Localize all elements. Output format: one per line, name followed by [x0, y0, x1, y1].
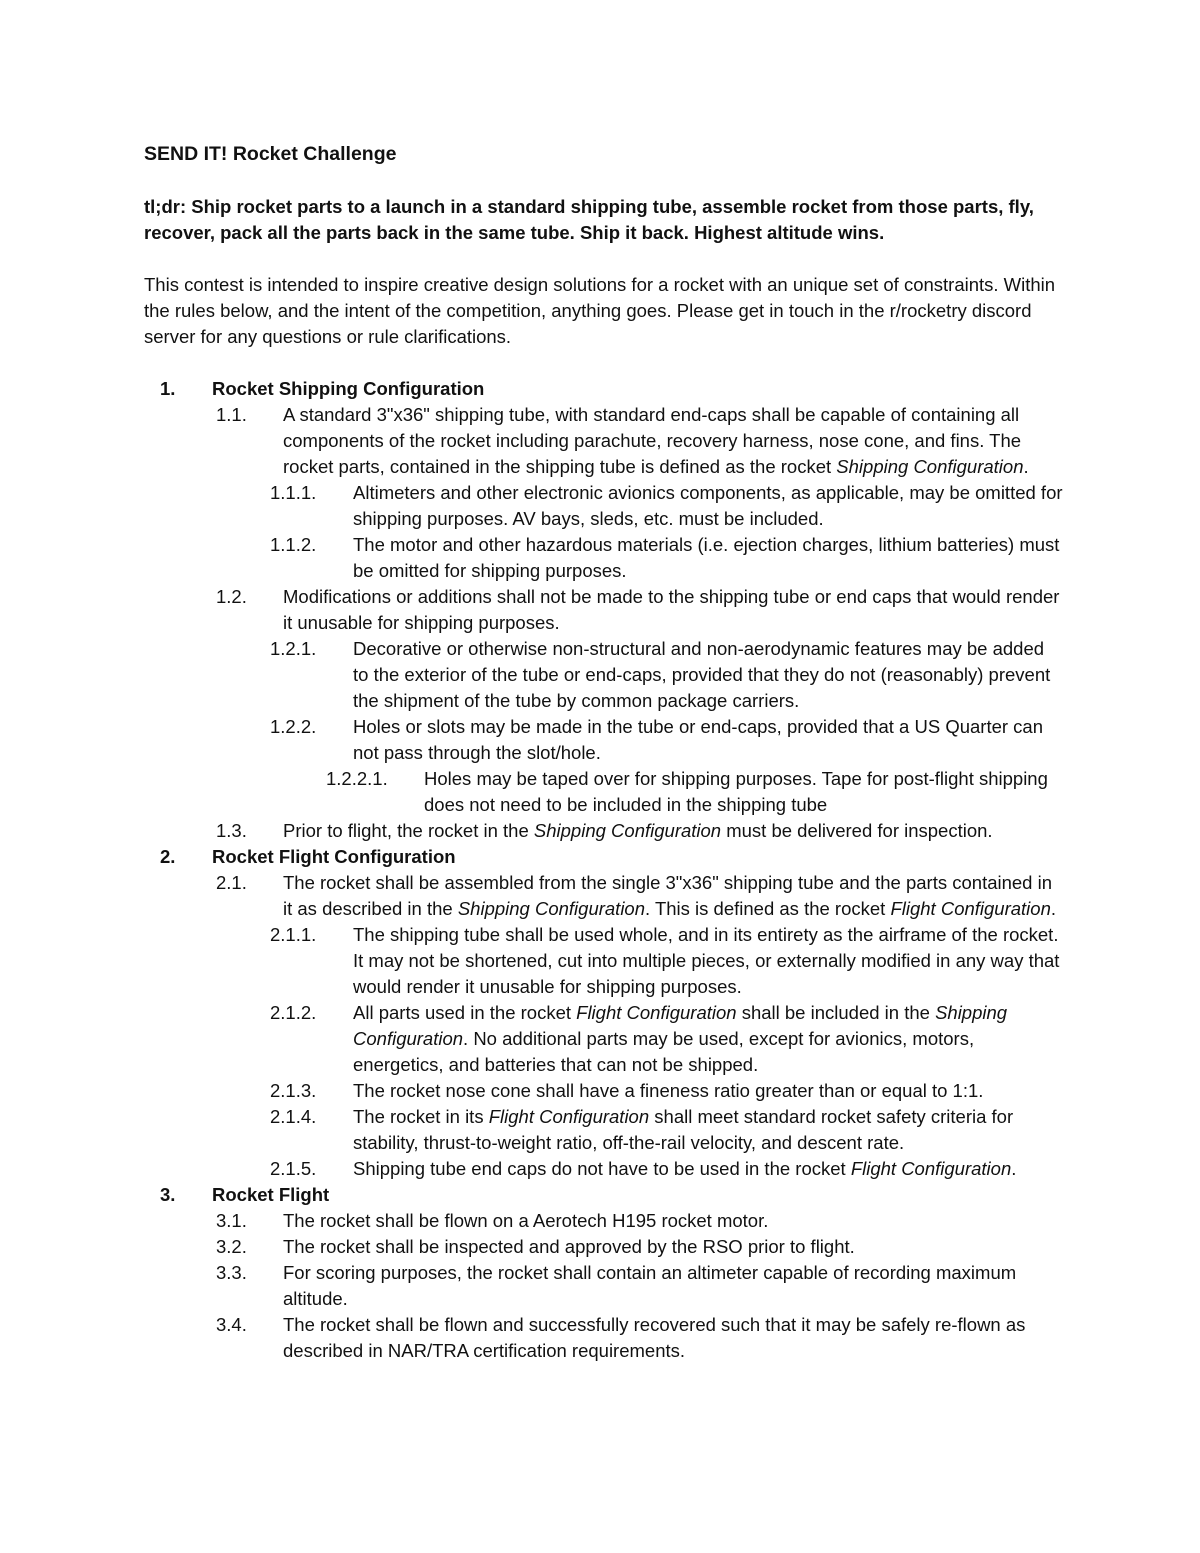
rule-text: shall be included in the: [736, 1002, 936, 1023]
rule-term: Shipping Configuration: [533, 820, 722, 841]
section-title: Rocket Flight: [212, 1184, 330, 1205]
rule-text: Prior to flight, the rocket in the: [283, 820, 534, 841]
rule-text: The shipping tube shall be used whole, and in its entirety as the airframe of the rocket. It may not be shortened, cut into multiple pieces, or externally modified in any way that would render it unusable for shipping purposes.: [353, 924, 1060, 997]
section-title: Rocket Flight Configuration: [212, 846, 456, 867]
rule-text: The rocket shall be flown and successfully recovered such that it may be safely re-flown as described in NAR/TRA certification requirements.: [283, 1314, 1026, 1361]
rule-item: [144, 818, 1064, 844]
rule-text: .: [1011, 1158, 1017, 1179]
section-number: 1.: [160, 378, 176, 399]
rule-text: . No additional parts may be used, except for avionics, motors, energetics, and batteries that can not be shipped.: [353, 1028, 975, 1075]
rule-text: shall meet standard rocket safety criteria for stability, thrust-to-weight ratio, off-the-rail velocity, and descent rate.: [353, 1106, 1014, 1153]
tldr-summary: tl;dr: Ship rocket parts to a launch in a standard shipping tube, assemble rocket from those parts, fly, recover, pack all the parts back in the same tube. Ship it back. Highest altitude wins.: [144, 196, 1034, 243]
rule-text: Shipping tube end caps do not have to be used in the rocket: [353, 1158, 851, 1179]
rule-text: For scoring purposes, the rocket shall contain an altimeter capable of recording maximum altitude.: [283, 1262, 1017, 1309]
rule-number: 2.1.4.: [270, 1106, 317, 1127]
rule-term: Flight Configuration: [850, 1158, 1012, 1179]
rule-number: 1.3.: [216, 820, 247, 841]
rule-number: 3.2.: [216, 1236, 247, 1257]
rule-term: Shipping Configuration: [836, 456, 1024, 477]
rule-text: The rocket nose cone shall have a fineness ratio greater than or equal to 1:1.: [353, 1080, 984, 1101]
document-title: SEND IT! Rocket Challenge: [144, 143, 397, 165]
rule-number: 3.4.: [216, 1314, 247, 1335]
rule-text: The rocket shall be assembled from the single 3"x36" shipping tube and the parts contained in it as described in the: [283, 872, 1053, 919]
rule-number: 1.2.1.: [270, 638, 317, 659]
document-body: [144, 141, 1064, 1364]
rule-item: [144, 714, 1064, 766]
rule-item: [144, 1208, 1064, 1234]
rule-number: 1.2.2.1.: [326, 768, 388, 789]
intro-paragraph: This contest is intended to inspire creative design solutions for a rocket with an unique set of constraints. Within the rules below, and the intent of the competition, anything goes. Please get in touch in the r/rocketry discord server for any questions or rule clarifications.: [144, 274, 1056, 347]
rule-number: 3.3.: [216, 1262, 247, 1283]
section-number: 2.: [160, 846, 176, 867]
rule-item: [144, 1000, 1064, 1078]
rule-item: [144, 922, 1064, 1000]
rule-number: 3.1.: [216, 1210, 247, 1231]
rule-item: [144, 1104, 1064, 1156]
rule-text: A standard 3"x36" shipping tube, with standard end-caps shall be capable of containing all components of the rocket including parachute, recovery harness, nose cone, and fins. The rocket parts, contained in the shipping tube is defined as the rocket: [283, 404, 1022, 477]
rule-text: The motor and other hazardous materials (i.e. ejection charges, lithium batteries) must be omitted for shipping purposes.: [353, 534, 1060, 581]
rule-text: The rocket shall be flown on a Aerotech H195 rocket motor.: [283, 1210, 769, 1231]
rule-number: 1.2.2.: [270, 716, 317, 737]
rule-item: [144, 1078, 1064, 1104]
rule-item: [144, 1156, 1064, 1182]
rule-item: [144, 636, 1064, 714]
rule-text: All parts used in the rocket: [353, 1002, 577, 1023]
rule-number: 2.1.1.: [270, 924, 317, 945]
rule-number: 2.1.: [216, 872, 247, 893]
rule-text: Holes or slots may be made in the tube or end-caps, provided that a US Quarter can not pass through the slot/hole.: [353, 716, 1044, 763]
rule-item: [144, 1312, 1064, 1364]
rule-text: Decorative or otherwise non-structural and non-aerodynamic features may be added to the exterior of the tube or end-caps, provided that they do not (reasonably) prevent the shipment of the tube by common package carriers.: [353, 638, 1051, 711]
section-number: 3.: [160, 1184, 176, 1205]
rule-number: 1.1.: [216, 404, 247, 425]
rule-term: Shipping Configuration: [353, 1002, 1008, 1049]
rule-number: 1.1.2.: [270, 534, 317, 555]
section-heading: [144, 376, 1064, 402]
rule-number: 2.1.2.: [270, 1002, 317, 1023]
rule-term: Flight Configuration: [890, 898, 1051, 919]
rule-term: Flight Configuration: [488, 1106, 650, 1127]
section-heading: [144, 844, 1064, 870]
rule-number: 2.1.3.: [270, 1080, 317, 1101]
rule-item: [144, 480, 1064, 532]
section-title: Rocket Shipping Configuration: [212, 378, 485, 399]
rule-text: .: [1050, 898, 1057, 919]
rule-term: Shipping Configuration: [457, 898, 646, 919]
rule-text: Modifications or additions shall not be made to the shipping tube or end caps that would render it unusable for shipping purposes.: [283, 586, 1060, 633]
rule-number: 1.1.1.: [270, 482, 317, 503]
rule-term: Flight Configuration: [576, 1002, 737, 1023]
rule-item: [144, 402, 1064, 480]
rule-number: 2.1.5.: [270, 1158, 317, 1179]
rule-text: Holes may be taped over for shipping purposes. Tape for post-flight shipping does not need to be included in the shipping tube: [424, 768, 1048, 815]
rule-text: must be delivered for inspection.: [721, 820, 993, 841]
section-heading: [144, 1182, 1064, 1208]
rule-text: Altimeters and other electronic avionics components, as applicable, may be omitted for shipping purposes. AV bays, sleds, etc. must be included.: [353, 482, 1063, 529]
rule-text: The rocket in its: [353, 1106, 489, 1127]
rule-item: [144, 1234, 1064, 1260]
rule-item: [144, 870, 1064, 922]
rule-item: [144, 766, 1064, 818]
rule-text: . This is defined as the rocket: [645, 898, 891, 919]
rule-item: [144, 584, 1064, 636]
rule-number: 1.2.: [216, 586, 247, 607]
rule-item: [144, 532, 1064, 584]
rule-text: .: [1023, 456, 1029, 477]
rule-text: The rocket shall be inspected and approved by the RSO prior to flight.: [283, 1236, 855, 1257]
rule-item: [144, 1260, 1064, 1312]
